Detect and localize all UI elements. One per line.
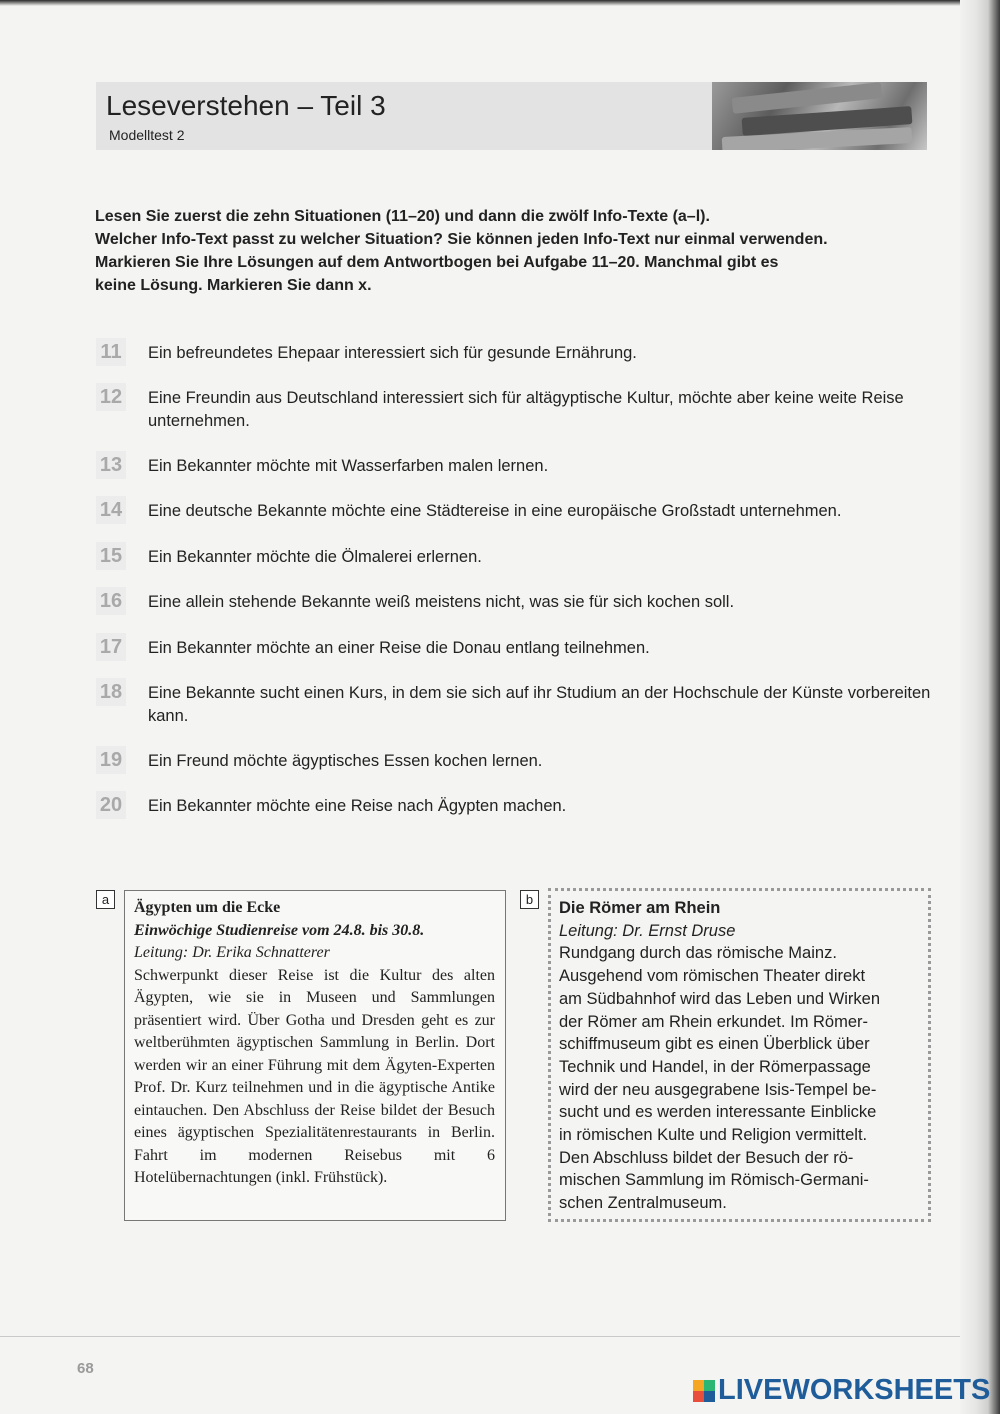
scan-right-edge (960, 0, 1000, 1414)
info-text-subtitle: Einwöchige Studienreise vom 24.8. bis 30.8. (134, 921, 425, 939)
info-text-line: schiffmuseum gibt es einen Überblick über (559, 1035, 870, 1054)
info-text-title: Die Römer am Rhein (559, 899, 721, 917)
page-subtitle: Modelltest 2 (109, 127, 185, 143)
situation-number: 12 (96, 383, 126, 411)
situation-text: Ein Freund möchte ägyptisches Essen kochen lernen. (148, 752, 543, 770)
page-title: Leseverstehen – Teil 3 (106, 90, 386, 121)
text-letter-a: a (96, 890, 115, 909)
instructions-line: Welcher Info-Text passt zu welcher Situation? Sie können jeden Info-Text nur einmal verwenden. (95, 231, 828, 248)
info-text-body: Schwerpunkt dieser Reise ist die Kultur des alten Ägypten, wie sie in Museen und Sammlungen präsentiert wird. Über Gotha und Dresden geht es zur weltberühmten ägyptischen Sammlung in Berlin. Dort werden wir an einer Führung mit dem Ägyten-Experten Prof. Dr. Kurz teilnehmen und in die ägyptische Antike eintauchen. Den Abschluss der Reise bildet der Besuch eines ägyptischen Spezialitätenrestaurants in Berlin. Fahrt im modernen Reisebus mit 6 Hotelübernachtungen (inkl. Frühstück). (134, 966, 495, 1186)
info-text-line: sucht und es werden interessante Einblicke (559, 1103, 877, 1122)
situation-text: Ein Bekannter möchte mit Wasserfarben malen lernen. (148, 457, 549, 475)
info-text-line: schen Zentralmuseum. (559, 1194, 727, 1213)
situation-number: 11 (96, 338, 126, 366)
liveworksheets-logo[interactable] (693, 1374, 990, 1407)
info-text-lead: Leitung: Dr. Ernst Druse (559, 921, 736, 940)
books-photo (712, 82, 927, 150)
info-text-title: Ägypten um die Ecke (134, 899, 281, 916)
situation-number: 19 (96, 746, 126, 774)
situation-number: 15 (96, 542, 126, 570)
situation-text: Eine Bekannte sucht einen Kurs, in dem sie sich auf ihr Studium an der Hochschule der Künste vorbereiten kann. (148, 684, 931, 725)
info-text-line: Ausgehend vom römischen Theater direkt (559, 967, 866, 986)
info-text-b (548, 888, 931, 1222)
situation-number: 18 (96, 678, 126, 706)
situation-number: 14 (96, 496, 126, 524)
situation-17 (96, 633, 936, 661)
situation-number: 20 (96, 791, 126, 819)
situation-16 (96, 587, 936, 615)
situation-15 (96, 542, 936, 570)
situation-13 (96, 451, 936, 479)
info-text-a (124, 890, 506, 1221)
info-text-line: Den Abschluss bildet der Besuch der rö- (559, 1148, 854, 1167)
situation-number: 17 (96, 633, 126, 661)
situation-14 (96, 496, 936, 524)
liveworksheets-logo-icon (693, 1380, 715, 1402)
situation-text: Eine allein stehende Bekannte weiß meistens nicht, was sie für sich kochen soll. (148, 593, 735, 611)
situation-number: 16 (96, 587, 126, 615)
scan-top-shadow (0, 0, 1000, 6)
situation-20 (96, 791, 936, 819)
situation-number: 13 (96, 451, 126, 479)
info-text-line: wird der neu ausgegrabene Isis-Tempel be- (559, 1080, 877, 1099)
situation-12 (96, 383, 936, 433)
situation-18 (96, 678, 936, 728)
situation-text: Eine Freundin aus Deutschland interessiert sich für altägyptische Kultur, möchte aber keine weite Reise unternehmen. (148, 389, 904, 430)
info-text-line: Technik und Handel, in der Römerpassage (559, 1057, 871, 1076)
situation-text: Ein Bekannter möchte die Ölmalerei erlernen. (148, 548, 482, 566)
text-letter-b: b (520, 890, 539, 909)
page-number: 68 (77, 1360, 94, 1377)
info-text-lead: Leitung: Dr. Erika Schnatterer (134, 944, 330, 961)
info-text-line: der Römer am Rhein erkundet. Im Römer- (559, 1012, 869, 1031)
instructions-line: Lesen Sie zuerst die zehn Situationen (11–20) und dann die zwölf Info-Texte (a–l). (95, 208, 710, 225)
situation-text: Eine deutsche Bekannte möchte eine Städtereise in eine europäische Großstadt unternehmen. (148, 502, 842, 520)
instructions-line: Markieren Sie Ihre Lösungen auf dem Antwortbogen bei Aufgabe 11–20. Manchmal gibt es (95, 254, 779, 271)
situation-text: Ein befreundetes Ehepaar interessiert sich für gesunde Ernährung. (148, 344, 637, 362)
situation-text: Ein Bekannter möchte an einer Reise die Donau entlang teilnehmen. (148, 639, 650, 657)
situation-11 (96, 338, 936, 366)
footer-divider (0, 1336, 960, 1337)
instructions-line: keine Lösung. Markieren Sie dann x. (95, 277, 372, 294)
liveworksheets-logo-text: LIVEWORKSHEETS (718, 1374, 991, 1406)
info-text-line: mischen Sammlung im Römisch-Germani- (559, 1171, 869, 1190)
situation-19 (96, 746, 936, 774)
instructions (95, 205, 935, 297)
situation-text: Ein Bekannter möchte eine Reise nach Ägypten machen. (148, 797, 567, 815)
info-text-line: Rundgang durch das römische Mainz. (559, 944, 837, 963)
info-text-line: am Südbahnhof wird das Leben und Wirken (559, 989, 881, 1008)
info-text-line: in römischen Kulte und Religion vermittelt. (559, 1126, 868, 1145)
